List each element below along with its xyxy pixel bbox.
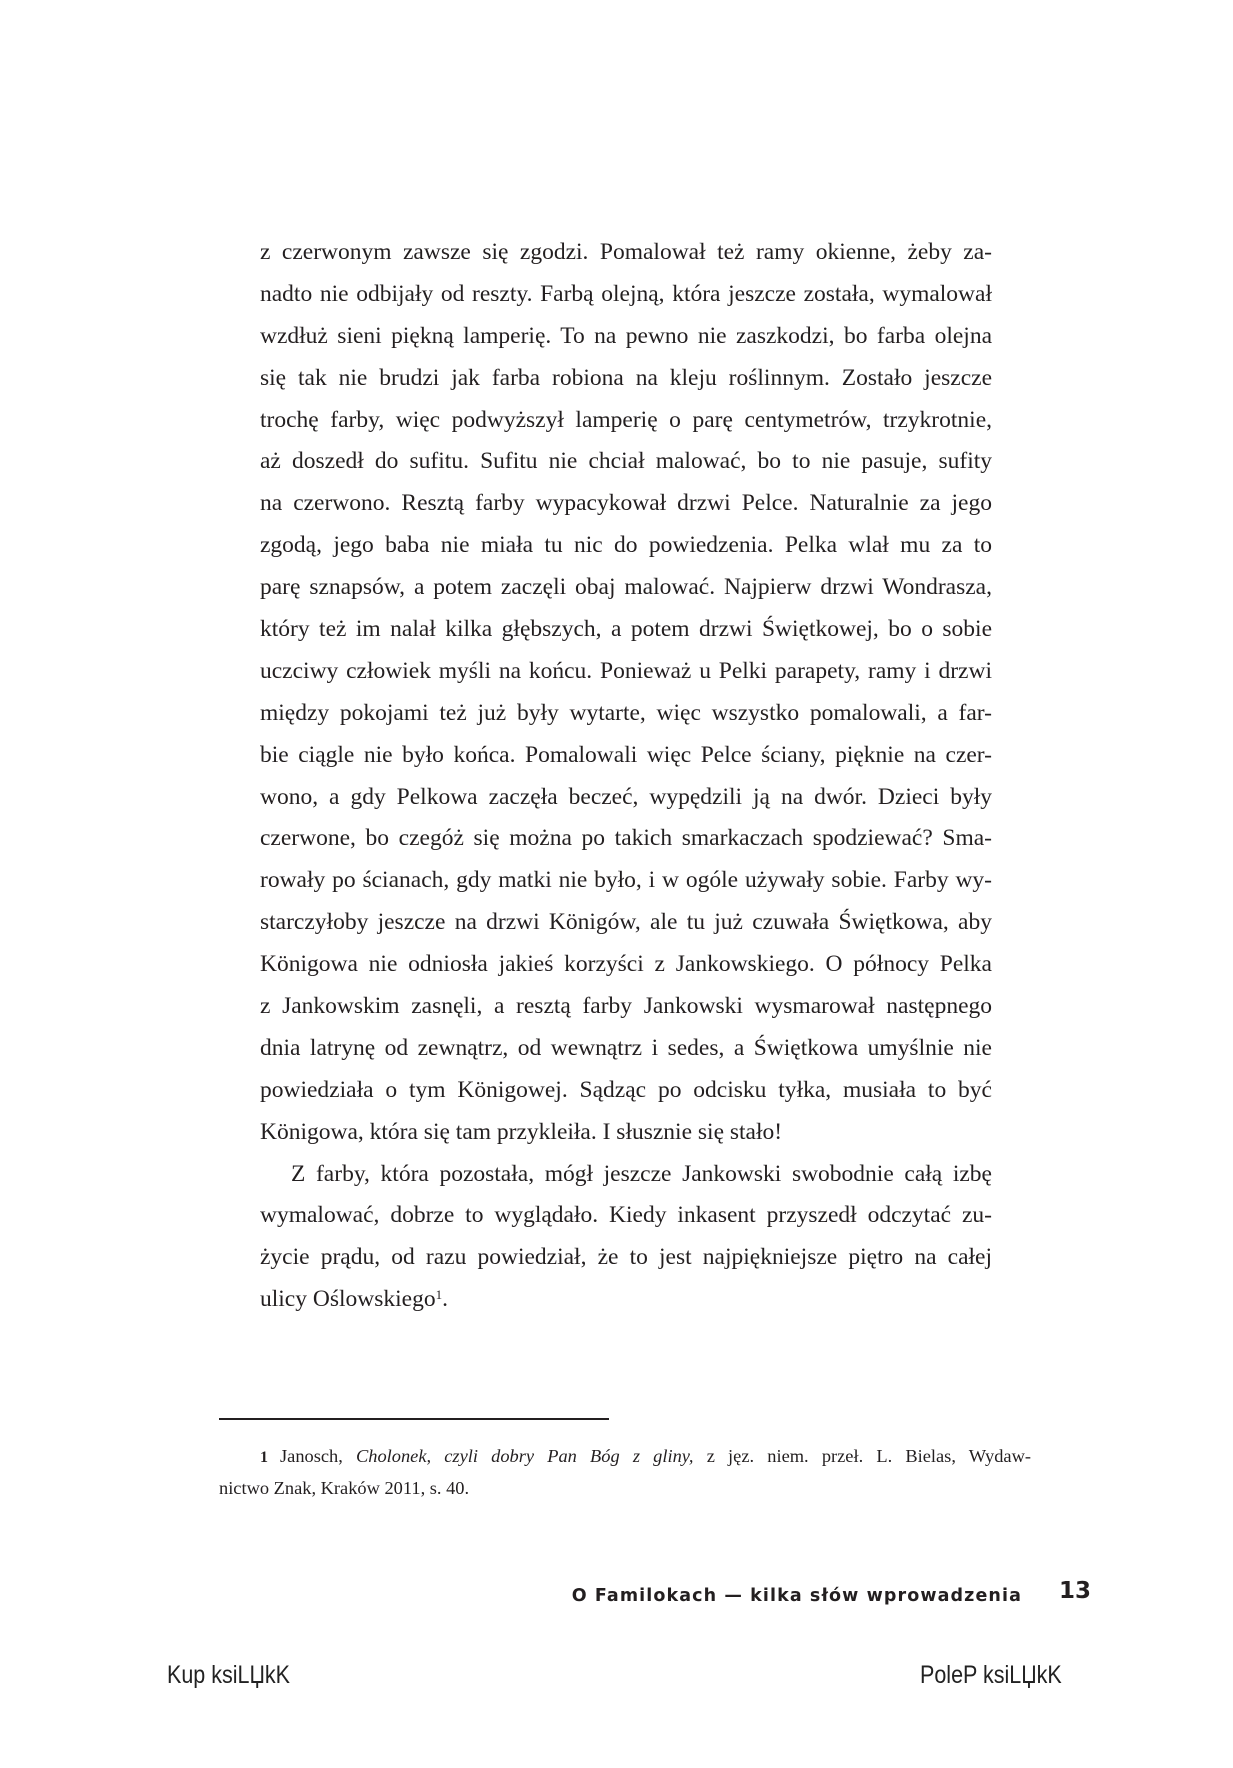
text-line: czerwone, bo czegóż się można po takich smarkaczach spodziewać? Sma- xyxy=(260,825,992,852)
text-line: wymalować, dobrze to wyglądało. Kiedy inkasent przyszedł odczytać zu- xyxy=(260,1202,992,1229)
text-line: na czerwono. Resztą farby wypacykował drzwi Pelce. Naturalnie za jego xyxy=(260,490,992,517)
text-line: nadto nie odbijały od reszty. Farbą olejną, która jeszcze została, wymalował xyxy=(260,280,992,307)
text-line: rowały po ścianach, gdy matki nie było, i w ogóle używały sobie. Farby wy- xyxy=(260,867,992,894)
text-line: powiedziała o tym Königowej. Sądząc po odcisku tyłka, musiała to być xyxy=(260,1076,992,1103)
text-line: ulicy Oślowskiego xyxy=(260,1286,436,1313)
footnote-reference[interactable]: 1 xyxy=(435,1287,443,1303)
running-head: O Familokach — kilka słów wprowadzenia xyxy=(571,1586,1022,1606)
text-line: aż doszedł do sufitu. Sufitu nie chciał malować, bo to nie pasuje, sufity xyxy=(260,448,992,475)
text-line: z czerwonym zawsze się zgodzi. Pomalował też ramy okienne, żeby za- xyxy=(260,239,992,265)
page-number: 13 xyxy=(1058,1578,1091,1604)
footnote-publication: z jęz. niem. przeł. L. Bielas, Wydaw- xyxy=(706,1446,1031,1466)
text-line: wzdłuż sieni piękną lamperię. To na pewno nie zaszkodzi, bo farba olejna xyxy=(260,322,992,349)
text-line: starczyłoby jeszcze na drzwi Königów, ale tu już czuwała Świętkowa, aby xyxy=(260,909,992,936)
text-line: dnia latrynę od zewnątrz, od wewnątrz i sedes, a Świętkowa umyślnie nie xyxy=(260,1034,992,1061)
text-line: Königowa nie odniosła jakieś korzyści z Jankowskiego. O północy Pelka xyxy=(260,951,992,978)
text-line: wono, a gdy Pelkowa zaczęła beczeć, wypędzili ją na dwór. Dzieci były xyxy=(260,783,992,810)
body-text xyxy=(260,232,992,1321)
text-line: się tak nie brudzi jak farba robiona na kleju roślinnym. Zostało jeszcze xyxy=(260,364,992,391)
footnote-number: 1 xyxy=(260,1449,268,1466)
text-line: z Jankowskim zasnęli, a resztą farby Jankowski wysmarował następnego xyxy=(260,993,992,1020)
text-line: uczciwy człowiek myśli na końcu. Ponieważ u Pelki parapety, ramy i drzwi xyxy=(260,657,992,684)
text-line: który też im nalał kilka głębszych, a potem drzwi Świętkowej, bo o sobie xyxy=(260,616,992,643)
text-line: trochę farby, więc podwyższył lamperię o parę centymetrów, trzykrotnie, xyxy=(260,406,992,433)
period: . xyxy=(442,1286,448,1313)
text-line-with-footnote xyxy=(260,1279,992,1321)
recommend-book-link[interactable]: PoleP ksiLЏkK xyxy=(920,1661,1062,1689)
text-line: zgodą, jego baba nie miała tu nic do powiedzenia. Pelka wlał mu za to xyxy=(260,532,992,559)
paragraph-first-line: Z farby, która pozostała, mógł jeszcze Jankowski swobodnie całą izbę xyxy=(291,1160,992,1187)
footnote-line xyxy=(219,1440,1031,1472)
text-line: Königowa, która się tam przykleiła. I słusznie się stało! xyxy=(260,1118,783,1145)
footnote xyxy=(219,1440,1031,1504)
footnote-author: Janosch, xyxy=(280,1446,343,1466)
text-line: między pokojami też już były wytarte, więc wszystko pomalowali, a far- xyxy=(260,699,992,726)
footnote-line: nictwo Znak, Kraków 2011, s. 40. xyxy=(219,1478,470,1498)
text-line: życie prądu, od razu powiedział, że to jest najpiękniejsze piętro na całej xyxy=(260,1244,992,1271)
text-line: bie ciągle nie było końca. Pomalowali więc Pelce ściany, pięknie na czer- xyxy=(260,741,992,768)
footnote-separator xyxy=(219,1418,609,1420)
text-line: parę sznapsów, a potem zaczęli obaj malować. Najpierw drzwi Wondrasza, xyxy=(260,574,992,601)
buy-book-link[interactable]: Kup ksiLЏkK xyxy=(167,1661,291,1689)
footnote-title: Cholonek, czyli dobry Pan Bóg z gliny, xyxy=(356,1446,694,1466)
